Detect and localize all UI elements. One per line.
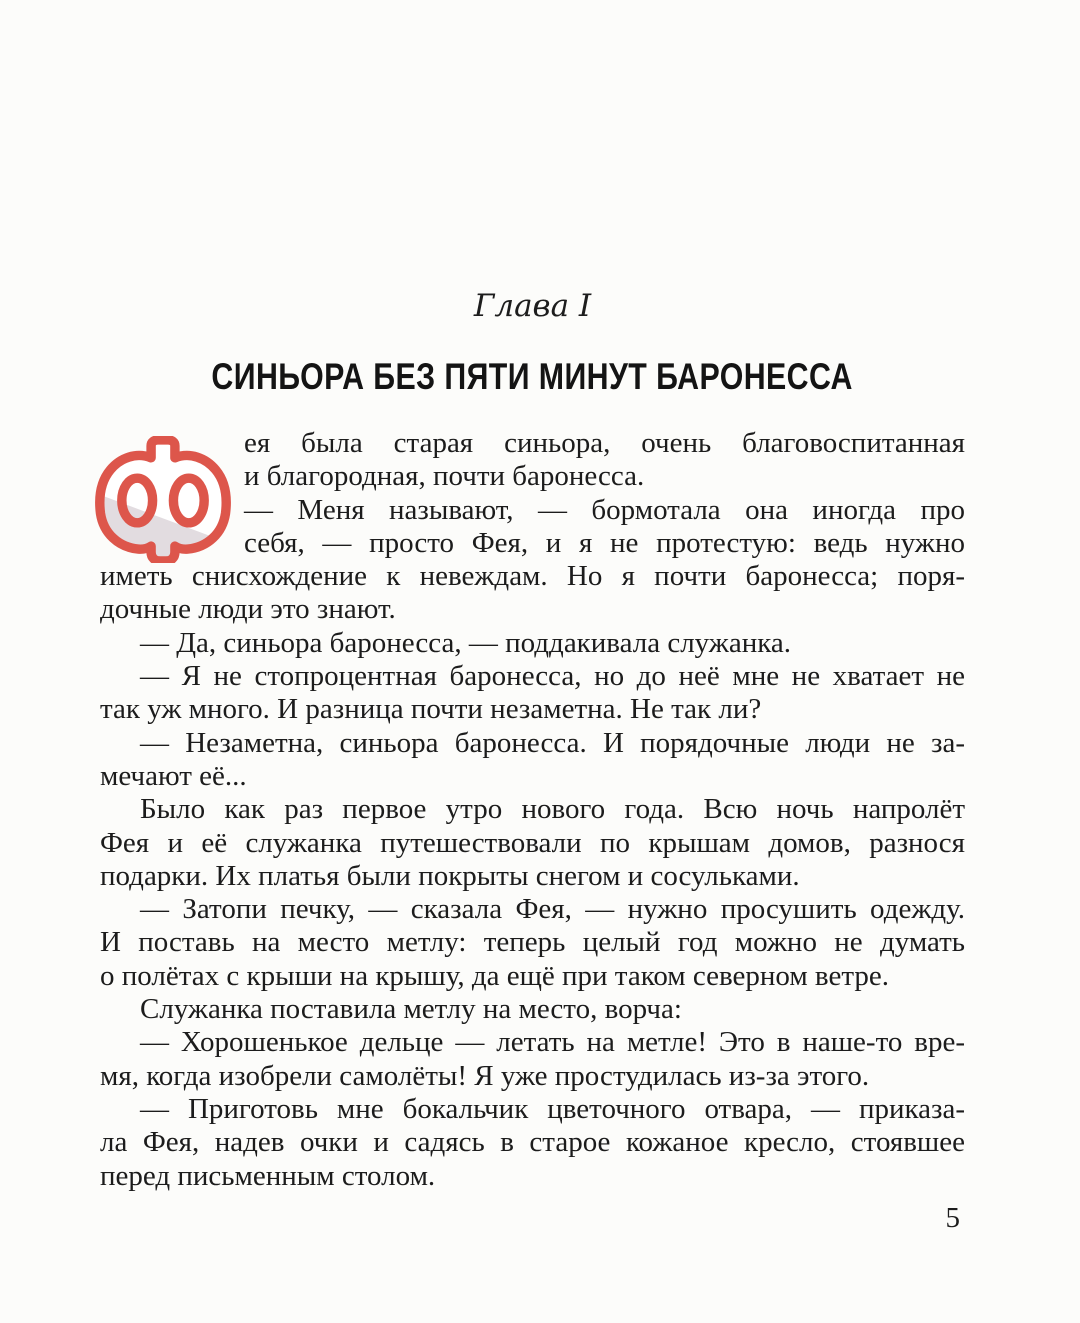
text-line: — Затопи печку, — сказала Фея, — нужно просушить одежду. <box>140 893 965 926</box>
text-line: дочные люди это знают. <box>100 593 396 626</box>
text-line: о полётах с крыши на крышу, да ещё при таком северном ветре. <box>100 959 889 992</box>
text-line: Фея и её служанка путешествовали по крышам домов, разнося <box>100 826 965 859</box>
text-line: так уж много. И разница почти незаметна. Не так ли? <box>100 693 762 726</box>
text-line: подарки. Их платья были покрыты снегом и сосульками. <box>100 859 800 892</box>
text-line: себя, — просто Фея, и я не протестую: ведь нужно <box>244 526 965 559</box>
chapter-label: Глава I <box>473 288 592 324</box>
text-line: мечают её... <box>100 759 247 792</box>
text-line: — Меня называют, — бормотала она иногда про <box>244 493 965 526</box>
page-number: 5 <box>945 1202 960 1234</box>
text-line: ла Фея, надев очки и садясь в старое кожаное кресло, стоявшее <box>100 1126 965 1159</box>
body-text <box>100 427 965 1193</box>
text-line: иметь снисхождение к невеждам. Но я почти баронесса; поря- <box>100 560 965 593</box>
text-line: перед письменным столом. <box>100 1159 436 1192</box>
text-line: и благородная, почти баронесса. <box>244 460 645 493</box>
text-line: — Да, синьора баронесса, — поддакивала служанка. <box>140 626 791 659</box>
text-line: И поставь на место метлу: теперь целый год можно не думать <box>100 926 965 959</box>
text-line: Было как раз первое утро нового года. Всю ночь напролёт <box>140 793 965 826</box>
text-line: — Я не стопроцентная баронесса, но до неё мне не хватает не <box>140 660 965 693</box>
chapter-title-text: СИНЬОРА БЕЗ ПЯТИ МИНУТ БАРОНЕССА <box>211 356 854 397</box>
text-line: ея была старая синьора, очень благовоспитанная <box>244 427 965 459</box>
text-line: Служанка поставила метлу на место, ворча: <box>140 993 682 1026</box>
text-line: мя, когда изобрели самолёты! Я уже простудилась из-за этого. <box>100 1059 870 1092</box>
text-line: — Незаметна, синьора баронесса. И порядочные люди не за- <box>140 726 965 759</box>
text-line: — Приготовь мне бокальчик цветочного отвара, — приказа- <box>140 1092 965 1125</box>
chapter-title <box>100 356 965 398</box>
text-line: — Хорошенькое дельце — летать на метле! Это в наше-то вре- <box>140 1026 965 1059</box>
